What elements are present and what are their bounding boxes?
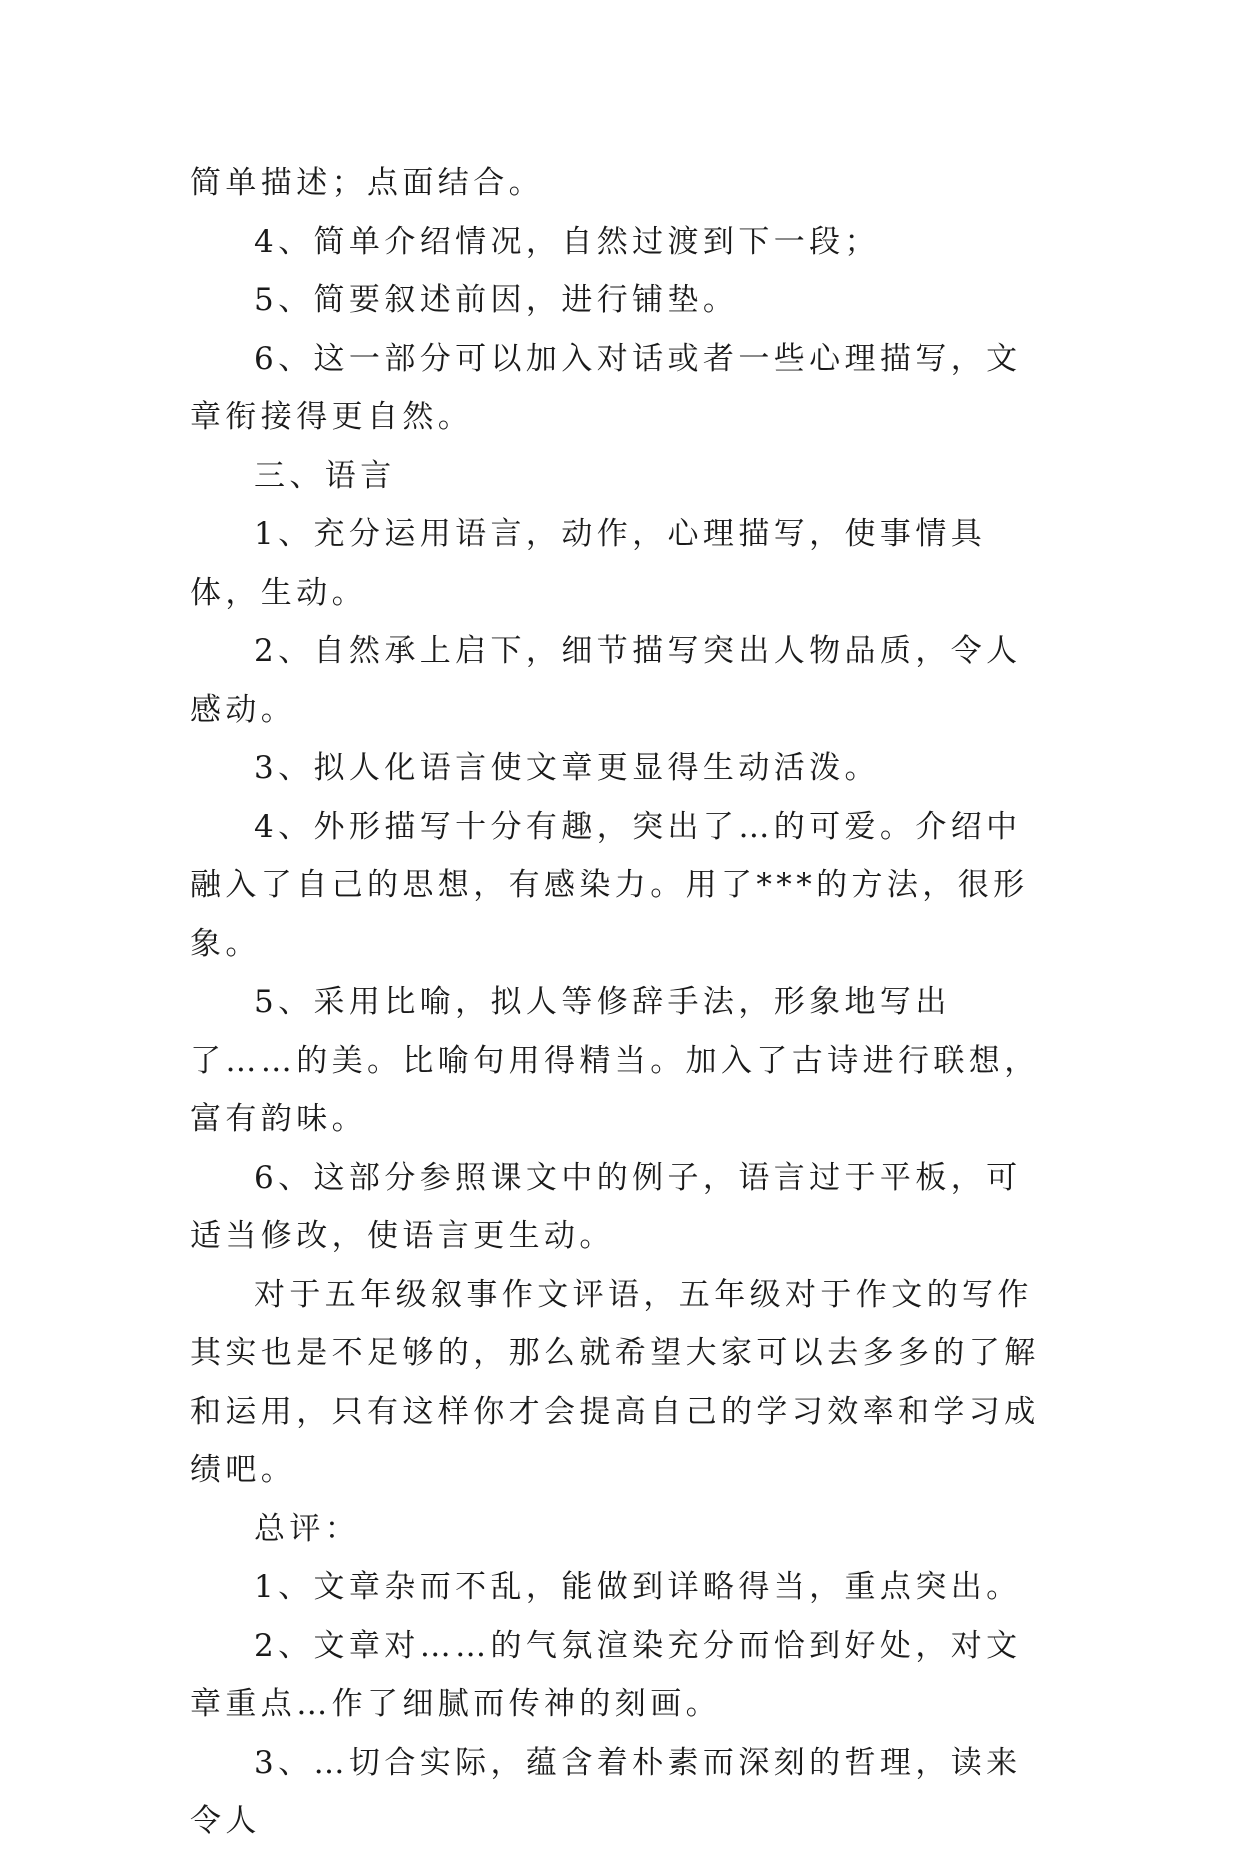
paragraph-11: 6、这部分参照课文中的例子，语言过于平板，可适当修改，使语言更生动。: [190, 1159, 1022, 1254]
paragraph-14: 1、文章杂而不乱，能做到详略得当，重点突出。: [254, 1569, 1022, 1605]
paragraph-1: 简单描述；点面结合。: [190, 165, 544, 201]
paragraph-3: 5、简要叙述前因，进行铺垫。: [254, 282, 739, 318]
paragraph-8: 3、拟人化语言使文章更显得生动活泼。: [254, 750, 880, 786]
paragraph-10: 5、采用比喻，拟人等修辞手法，形象地写出了……的美。比喻句用得精当。加入了古诗进行联想，富有韵味。: [190, 984, 1040, 1137]
paragraph-15: 2、文章对……的气氛渲染充分而恰到好处，对文章重点…作了细腻而传神的刻画。: [190, 1627, 1022, 1722]
paragraph-4: 6、这一部分可以加入对话或者一些心理描写，文章衔接得更自然。: [190, 340, 1022, 435]
paragraph-7: 2、自然承上启下，细节描写突出人物品质，令人感动。: [190, 633, 1022, 728]
section-heading-language: 三、语言: [254, 457, 396, 494]
paragraph-6: 1、充分运用语言，动作，心理描写，使事情具体，生动。: [190, 516, 987, 611]
section-heading-summary: 总评：: [254, 1510, 361, 1547]
document-page: [190, 154, 1050, 1851]
paragraph-2: 4、简单介绍情况，自然过渡到下一段；: [254, 223, 880, 260]
paragraph-16: 3、…切合实际，蕴含着朴素而深刻的哲理，读来令人: [190, 1744, 1022, 1839]
paragraph-12: 对于五年级叙事作文评语，五年级对于作文的写作其实也是不足够的，那么就希望大家可以去多多的了解和运用，只有这样你才会提高自己的学习效率和学习成绩吧。: [190, 1276, 1040, 1488]
paragraph-9: 4、外形描写十分有趣，突出了…的可爱。介绍中融入了自己的思想，有感染力。用了***的方法，很形象。: [190, 808, 1029, 962]
